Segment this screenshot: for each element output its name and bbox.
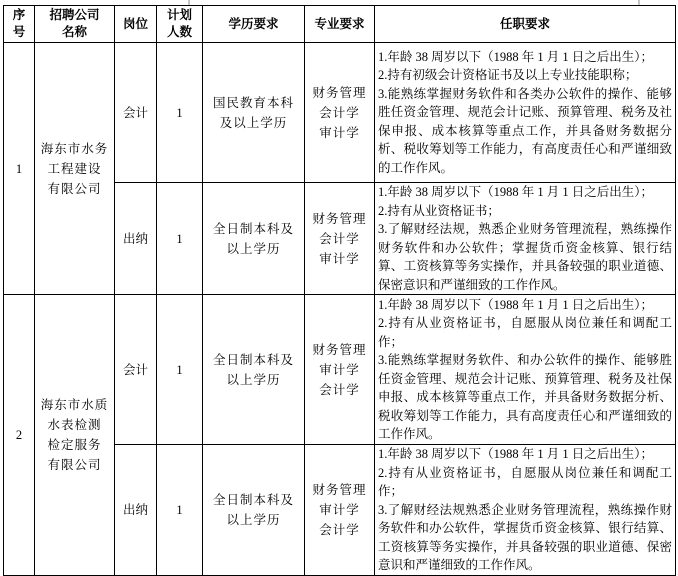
cell-major: [305, 445, 375, 576]
cell-requirements: [375, 295, 676, 445]
header-line: 任职要求: [499, 16, 550, 31]
cell-major: [305, 43, 375, 183]
header-line: 岗位: [122, 16, 148, 31]
cell-post: [115, 445, 157, 576]
header-line: 名称: [61, 25, 87, 39]
requirement-item: 2.持有从业资格证书，自愿服从岗位兼任和调配工作；: [378, 316, 672, 349]
header-line: 序: [12, 8, 26, 22]
post-label: 会计: [122, 362, 148, 377]
position-row: [4, 295, 676, 445]
education-line: 以上学历: [226, 372, 281, 387]
cell-education: [203, 295, 305, 445]
cell-company: [35, 43, 115, 295]
header-line: 计划: [166, 8, 192, 22]
requirement-item: 1.年龄 38 周岁以下（1988 年 1 月 1 日之后出生）；: [378, 447, 654, 462]
requirement-item: 1.年龄 38 周岁以下（1988 年 1 月 1 日之后出生）；: [378, 297, 654, 312]
major-line: 会计学: [319, 105, 360, 120]
company-name-line: 有限公司: [47, 458, 102, 472]
major-line: 审计学: [319, 125, 360, 140]
major-line: 会计学: [319, 523, 360, 537]
requirement-item: 1.年龄 38 周岁以下（1988 年 1 月 1 日之后出生）；: [378, 185, 654, 199]
cell-post: [115, 183, 157, 295]
headcount-value: 1: [176, 503, 183, 517]
cell-headcount: [157, 295, 203, 445]
position-row: [4, 43, 676, 183]
major-line: 财务管理: [312, 211, 367, 226]
cell-post: [115, 295, 157, 445]
company-name-line: 检定服务: [47, 438, 102, 452]
headcount-value: 1: [176, 231, 183, 246]
header-headcount: [157, 6, 203, 43]
major-line: 会计学: [319, 231, 360, 246]
header-line: 人数: [166, 25, 192, 39]
requirement-item: 1.年龄 38 周岁以下（1988 年 1 月 1 日之后出生）；: [378, 49, 654, 64]
education-line: 及以上学历: [219, 115, 288, 130]
requirement-item: 3.了解财经法规，熟悉企业财务管理流程，熟练操作财务软件和办公软件；掌握货币资金核算、银行结算、工资核算等务实操作，并具备较强的职业道德、保密意识和严谨细致的工作作风。: [378, 222, 672, 292]
company-name-line: 水表检测: [47, 418, 102, 432]
group-index: 2: [15, 428, 23, 442]
education-line: 国民教育本科: [212, 95, 294, 110]
post-label: 会计: [122, 105, 148, 120]
post-label: 出纳: [122, 231, 148, 246]
header-line: 招聘公司: [49, 8, 100, 22]
major-line: 财务管理: [312, 342, 367, 357]
requirement-item: 2.持有从业资格证书；: [378, 203, 500, 218]
cell-requirements: [375, 183, 676, 295]
header-row: [4, 6, 676, 43]
cell-company: [35, 295, 115, 576]
major-line: 审计学: [319, 362, 360, 377]
major-line: 审计学: [319, 251, 360, 266]
requirement-item: 3.能熟练掌握财务软件、和办公软件的操作、能够胜任资金管理、规范会计记账、预算管理、税务及社保申报、成本核算等重点工作，并具备财务数据分析、税收筹划等工作能力，具有高度责任心和严谨细致的工作作风。: [378, 353, 672, 441]
major-line: 会计学: [319, 382, 360, 397]
cell-major: [305, 183, 375, 295]
cell-education: [203, 445, 305, 576]
company-name-line: 海东市水质: [40, 398, 109, 412]
cell-major: [305, 295, 375, 445]
education-line: 全日制本科及: [212, 352, 294, 367]
cell-post: [115, 43, 157, 183]
requirement-item: 3.能熟练掌握财务软件和各类办公软件的操作、能够胜任资金管理、规范会计记账、预算管理、税务及社保申报、成本核算等重点工作，并具备财务数据分析、税收筹划等工作能力，有高度责任心和严谨细致的工作作风。: [378, 86, 672, 175]
header-line: 学历要求: [228, 16, 279, 31]
header-requirements: [375, 6, 676, 43]
major-line: 审计学: [319, 503, 360, 517]
header-company: [35, 6, 115, 43]
company-name-line: 有限公司: [47, 181, 102, 196]
major-line: 财务管理: [312, 85, 367, 100]
company-name-line: 海东市水务: [40, 141, 109, 156]
headcount-value: 1: [176, 362, 183, 377]
education-line: 全日制本科及: [212, 493, 294, 507]
cell-headcount: [157, 183, 203, 295]
requirement-item: 3.了解财经法规熟悉企业财务管理流程，熟练操作财务软件和办公软件，掌握货币资金核算、银行结算、工资核算等务实操作，并具备较强的职业道德、保密意识和严谨细致的工作作风。: [378, 502, 672, 573]
major-line: 财务管理: [312, 483, 367, 497]
requirement-item: 2.持有从业资格证书，自愿服从岗位兼任和调配工作；: [378, 465, 672, 499]
header-no: [4, 6, 35, 43]
cell-requirements: [375, 445, 676, 576]
group-index: 1: [15, 161, 23, 176]
header-line: 号: [12, 25, 26, 39]
education-line: 全日制本科及: [212, 221, 294, 236]
cell-no: [4, 295, 35, 576]
cell-requirements: [375, 43, 676, 183]
cell-headcount: [157, 43, 203, 183]
recruitment-table: [3, 5, 676, 576]
post-label: 出纳: [122, 503, 148, 517]
headcount-value: 1: [176, 105, 183, 120]
header-education: [203, 6, 305, 43]
company-name-line: 工程建设: [47, 161, 102, 176]
cell-headcount: [157, 445, 203, 576]
header-major: [305, 6, 375, 43]
education-line: 以上学历: [226, 241, 281, 256]
header-post: [115, 6, 157, 43]
cell-no: [4, 43, 35, 295]
header-line: 专业要求: [314, 16, 365, 31]
cell-education: [203, 43, 305, 183]
requirement-item: 2.持有初级会计资格证书及以上专业技能职称；: [378, 68, 638, 83]
cell-education: [203, 183, 305, 295]
education-line: 以上学历: [226, 513, 281, 527]
